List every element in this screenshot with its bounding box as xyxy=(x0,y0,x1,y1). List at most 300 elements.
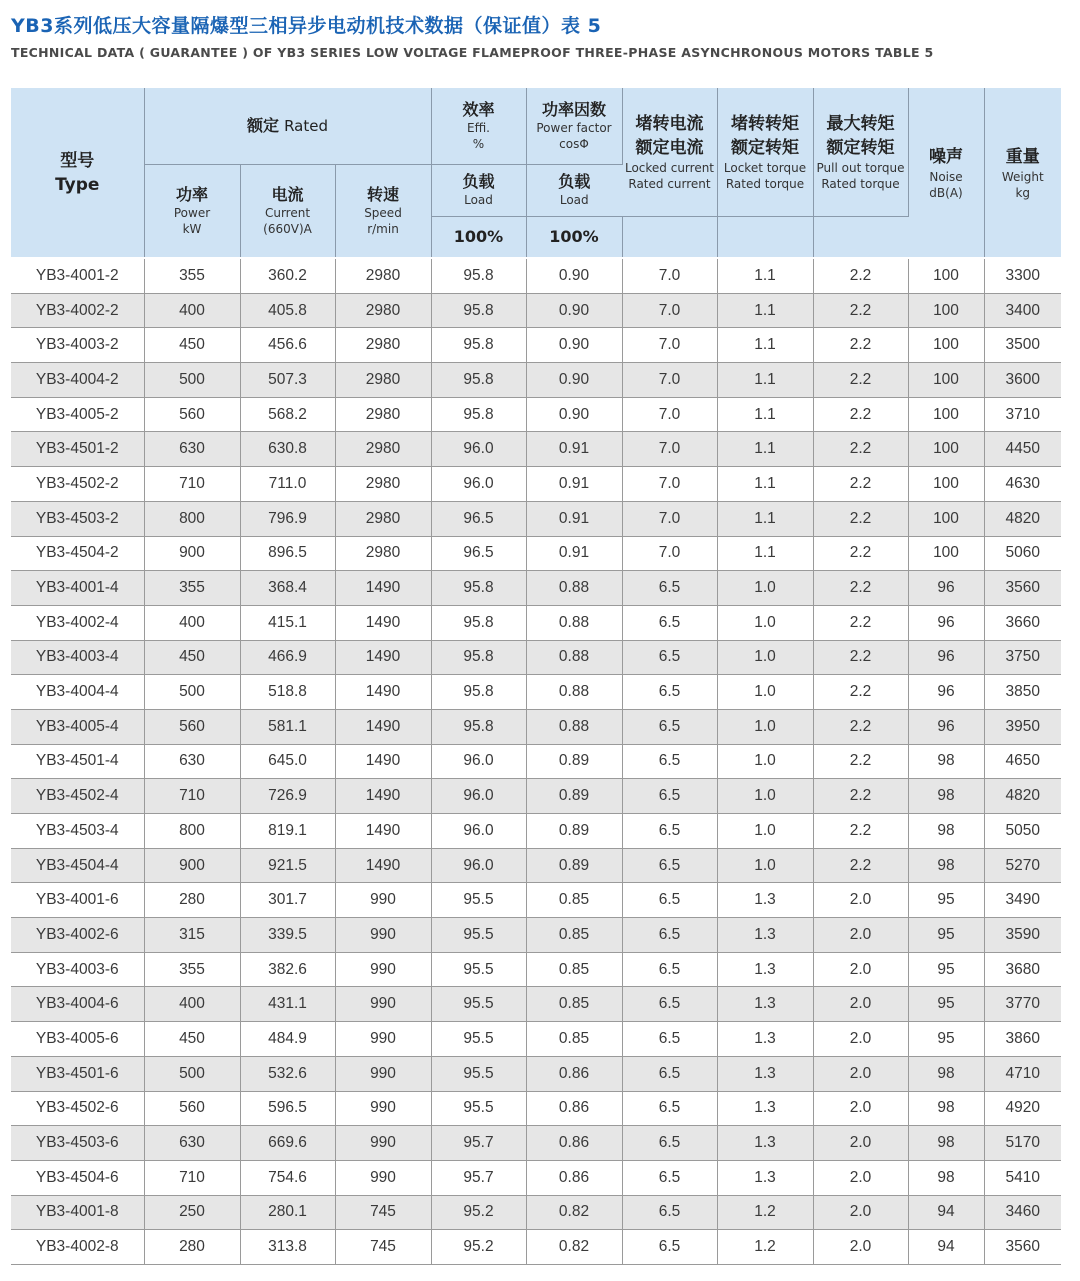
cell-locked-torque-ratio: 1.0 xyxy=(717,814,813,849)
cell-power: 500 xyxy=(144,675,240,710)
cell-efficiency: 95.7 xyxy=(431,1126,526,1161)
cell-power: 355 xyxy=(144,571,240,606)
cell-power-factor: 0.91 xyxy=(526,432,622,467)
cell-power: 500 xyxy=(144,363,240,398)
cell-noise: 98 xyxy=(908,848,984,883)
cell-weight: 4650 xyxy=(984,744,1061,779)
cell-weight: 3560 xyxy=(984,1230,1061,1265)
cell-current: 921.5 xyxy=(240,848,335,883)
cell-noise: 95 xyxy=(908,1022,984,1057)
cell-type: YB3-4001-8 xyxy=(11,1195,144,1230)
cell-locked-current-ratio: 6.5 xyxy=(622,1160,717,1195)
cell-weight: 4450 xyxy=(984,432,1061,467)
header-eff-load-en: Load xyxy=(464,193,493,207)
cell-current: 484.9 xyxy=(240,1022,335,1057)
cell-type: YB3-4001-2 xyxy=(11,258,144,293)
cell-type: YB3-4005-6 xyxy=(11,1022,144,1057)
cell-max-torque-ratio: 2.2 xyxy=(813,848,908,883)
table-row xyxy=(11,432,1061,467)
cell-efficiency: 95.8 xyxy=(431,397,526,432)
table-row xyxy=(11,467,1061,502)
cell-efficiency: 95.8 xyxy=(431,363,526,398)
cell-locked-current-ratio: 6.5 xyxy=(622,883,717,918)
cell-speed: 745 xyxy=(335,1195,431,1230)
table-row xyxy=(11,1022,1061,1057)
cell-power-factor: 0.88 xyxy=(526,571,622,606)
header-lt-cn1: 堵转转矩 xyxy=(731,113,799,134)
table-row xyxy=(11,918,1061,953)
cell-power: 280 xyxy=(144,883,240,918)
cell-power-factor: 0.90 xyxy=(526,293,622,328)
cell-max-torque-ratio: 2.0 xyxy=(813,918,908,953)
cell-type: YB3-4003-6 xyxy=(11,952,144,987)
cell-weight: 3710 xyxy=(984,397,1061,432)
cell-efficiency: 95.5 xyxy=(431,1091,526,1126)
cell-locked-torque-ratio: 1.1 xyxy=(717,536,813,571)
cell-power: 630 xyxy=(144,432,240,467)
cell-type: YB3-4504-6 xyxy=(11,1160,144,1195)
cell-locked-current-ratio: 6.5 xyxy=(622,709,717,744)
cell-efficiency: 96.0 xyxy=(431,467,526,502)
cell-type: YB3-4001-4 xyxy=(11,571,144,606)
cell-current: 819.1 xyxy=(240,814,335,849)
cell-type: YB3-4501-4 xyxy=(11,744,144,779)
cell-speed: 990 xyxy=(335,952,431,987)
cell-power-factor: 0.82 xyxy=(526,1195,622,1230)
header-speed-cn: 转速 xyxy=(366,184,399,204)
cell-max-torque-ratio: 2.0 xyxy=(813,1160,908,1195)
cell-power: 710 xyxy=(144,1160,240,1195)
cell-speed: 1490 xyxy=(335,709,431,744)
cell-current: 581.1 xyxy=(240,709,335,744)
cell-speed: 990 xyxy=(335,918,431,953)
cell-weight: 4820 xyxy=(984,779,1061,814)
cell-efficiency: 96.0 xyxy=(431,432,526,467)
header-eff-cn: 效率 xyxy=(462,99,495,119)
cell-max-torque-ratio: 2.2 xyxy=(813,363,908,398)
header-max-torque xyxy=(813,88,908,216)
cell-type: YB3-4502-6 xyxy=(11,1091,144,1126)
cell-max-torque-ratio: 2.2 xyxy=(813,258,908,293)
cell-speed: 2980 xyxy=(335,363,431,398)
cell-efficiency: 96.5 xyxy=(431,536,526,571)
cell-speed: 990 xyxy=(335,883,431,918)
header-pf-cn: 功率因数 xyxy=(541,99,606,119)
cell-power: 400 xyxy=(144,293,240,328)
header-lc-cn2: 额定电流 xyxy=(635,137,704,158)
cell-locked-torque-ratio: 1.0 xyxy=(717,709,813,744)
cell-power-factor: 0.91 xyxy=(526,467,622,502)
cell-noise: 96 xyxy=(908,675,984,710)
cell-locked-current-ratio: 6.5 xyxy=(622,918,717,953)
cell-noise: 100 xyxy=(908,363,984,398)
cell-locked-current-ratio: 7.0 xyxy=(622,258,717,293)
table-row xyxy=(11,814,1061,849)
header-empty-lc xyxy=(622,216,717,258)
cell-weight: 3950 xyxy=(984,709,1061,744)
cell-power-factor: 0.90 xyxy=(526,397,622,432)
cell-max-torque-ratio: 2.0 xyxy=(813,1126,908,1161)
cell-locked-torque-ratio: 1.1 xyxy=(717,328,813,363)
cell-noise: 100 xyxy=(908,397,984,432)
cell-locked-torque-ratio: 1.0 xyxy=(717,571,813,606)
header-speed xyxy=(335,164,431,258)
cell-efficiency: 95.5 xyxy=(431,952,526,987)
cell-max-torque-ratio: 2.2 xyxy=(813,814,908,849)
cell-power-factor: 0.91 xyxy=(526,536,622,571)
cell-locked-current-ratio: 6.5 xyxy=(622,1230,717,1265)
cell-efficiency: 96.0 xyxy=(431,779,526,814)
cell-locked-torque-ratio: 1.1 xyxy=(717,363,813,398)
cell-locked-current-ratio: 7.0 xyxy=(622,363,717,398)
cell-type: YB3-4502-4 xyxy=(11,779,144,814)
header-pf-unit: cosΦ xyxy=(559,136,589,151)
cell-power-factor: 0.88 xyxy=(526,709,622,744)
cell-max-torque-ratio: 2.2 xyxy=(813,293,908,328)
cell-power: 900 xyxy=(144,848,240,883)
cell-max-torque-ratio: 2.2 xyxy=(813,328,908,363)
header-mt-en2: Rated torque xyxy=(821,176,900,191)
cell-locked-current-ratio: 6.5 xyxy=(622,779,717,814)
cell-locked-current-ratio: 6.5 xyxy=(622,675,717,710)
cell-max-torque-ratio: 2.2 xyxy=(813,779,908,814)
cell-weight: 4820 xyxy=(984,501,1061,536)
header-mt-cn1: 最大转矩 xyxy=(826,113,895,134)
header-current xyxy=(240,164,335,258)
cell-locked-current-ratio: 7.0 xyxy=(622,397,717,432)
cell-max-torque-ratio: 2.0 xyxy=(813,1230,908,1265)
cell-type: YB3-4503-6 xyxy=(11,1126,144,1161)
cell-type: YB3-4503-2 xyxy=(11,501,144,536)
cell-power-factor: 0.86 xyxy=(526,1091,622,1126)
header-lt-en1: Locket torque xyxy=(723,160,807,175)
cell-max-torque-ratio: 2.0 xyxy=(813,952,908,987)
cell-max-torque-ratio: 2.2 xyxy=(813,709,908,744)
cell-locked-current-ratio: 7.0 xyxy=(622,536,717,571)
cell-max-torque-ratio: 2.0 xyxy=(813,1091,908,1126)
header-lt-en2: Rated torque xyxy=(725,176,805,191)
header-pf-load-cn: 负载 xyxy=(558,172,591,191)
cell-speed: 2980 xyxy=(335,536,431,571)
table-body xyxy=(11,258,1061,1264)
header-empty-lt xyxy=(717,216,813,258)
cell-speed: 2980 xyxy=(335,467,431,502)
cell-power: 710 xyxy=(144,779,240,814)
cell-current: 711.0 xyxy=(240,467,335,502)
cell-max-torque-ratio: 2.0 xyxy=(813,1056,908,1091)
header-eff-load-cn: 负载 xyxy=(462,172,495,191)
cell-max-torque-ratio: 2.2 xyxy=(813,640,908,675)
table-row xyxy=(11,293,1061,328)
cell-weight: 4630 xyxy=(984,467,1061,502)
cell-weight: 3600 xyxy=(984,363,1061,398)
cell-max-torque-ratio: 2.2 xyxy=(813,501,908,536)
cell-noise: 94 xyxy=(908,1230,984,1265)
table-row xyxy=(11,952,1061,987)
header-lc-cn1: 堵转电流 xyxy=(635,113,704,134)
cell-power-factor: 0.90 xyxy=(526,258,622,293)
cell-locked-torque-ratio: 1.3 xyxy=(717,987,813,1022)
cell-locked-current-ratio: 6.5 xyxy=(622,1091,717,1126)
cell-current: 568.2 xyxy=(240,397,335,432)
header-speed-unit: r/min xyxy=(367,221,399,236)
cell-type: YB3-4501-6 xyxy=(11,1056,144,1091)
cell-efficiency: 96.5 xyxy=(431,501,526,536)
cell-noise: 98 xyxy=(908,1091,984,1126)
cell-speed: 1490 xyxy=(335,848,431,883)
cell-locked-current-ratio: 6.5 xyxy=(622,1126,717,1161)
cell-weight: 3560 xyxy=(984,571,1061,606)
cell-power-factor: 0.90 xyxy=(526,328,622,363)
table-row xyxy=(11,987,1061,1022)
header-lt-cn2: 额定转矩 xyxy=(731,137,799,158)
cell-locked-current-ratio: 6.5 xyxy=(622,640,717,675)
cell-power-factor: 0.85 xyxy=(526,1022,622,1057)
cell-current: 645.0 xyxy=(240,744,335,779)
cell-power-factor: 0.86 xyxy=(526,1056,622,1091)
cell-weight: 5060 xyxy=(984,536,1061,571)
cell-type: YB3-4003-2 xyxy=(11,328,144,363)
cell-current: 507.3 xyxy=(240,363,335,398)
cell-type: YB3-4004-4 xyxy=(11,675,144,710)
cell-type: YB3-4005-2 xyxy=(11,397,144,432)
header-noise-cn: 噪声 xyxy=(929,146,963,167)
cell-power: 250 xyxy=(144,1195,240,1230)
table-row xyxy=(11,328,1061,363)
table-row xyxy=(11,605,1061,640)
cell-power-factor: 0.88 xyxy=(526,675,622,710)
cell-max-torque-ratio: 2.2 xyxy=(813,432,908,467)
cell-efficiency: 95.8 xyxy=(431,328,526,363)
cell-speed: 990 xyxy=(335,1126,431,1161)
header-weight-cn: 重量 xyxy=(1005,146,1040,167)
header-type xyxy=(11,88,144,258)
table-row xyxy=(11,1056,1061,1091)
cell-power: 900 xyxy=(144,536,240,571)
header-current-en: Current xyxy=(264,205,311,220)
cell-weight: 3590 xyxy=(984,918,1061,953)
cell-locked-current-ratio: 7.0 xyxy=(622,432,717,467)
header-rated-cn: 额定 xyxy=(246,115,279,135)
cell-locked-torque-ratio: 1.1 xyxy=(717,293,813,328)
header-mt-cn2: 额定转矩 xyxy=(826,137,895,158)
table-row xyxy=(11,258,1061,293)
cell-type: YB3-4504-4 xyxy=(11,848,144,883)
cell-locked-current-ratio: 6.5 xyxy=(622,605,717,640)
cell-power-factor: 0.88 xyxy=(526,605,622,640)
cell-current: 726.9 xyxy=(240,779,335,814)
cell-locked-torque-ratio: 1.3 xyxy=(717,883,813,918)
cell-current: 896.5 xyxy=(240,536,335,571)
header-type-en: Type xyxy=(55,174,100,195)
header-pf-en: Power factor xyxy=(536,120,612,135)
header-weight-unit: kg xyxy=(1015,185,1031,200)
cell-power-factor: 0.82 xyxy=(526,1230,622,1265)
cell-current: 518.8 xyxy=(240,675,335,710)
cell-noise: 95 xyxy=(908,918,984,953)
cell-efficiency: 96.0 xyxy=(431,814,526,849)
header-current-cn: 电流 xyxy=(271,184,304,204)
header-eff-pct-value: 100% xyxy=(453,227,504,247)
cell-locked-torque-ratio: 1.0 xyxy=(717,848,813,883)
cell-current: 405.8 xyxy=(240,293,335,328)
cell-speed: 1490 xyxy=(335,779,431,814)
cell-power: 710 xyxy=(144,467,240,502)
cell-noise: 100 xyxy=(908,501,984,536)
cell-locked-current-ratio: 7.0 xyxy=(622,501,717,536)
header-efficiency xyxy=(431,88,526,164)
cell-weight: 3770 xyxy=(984,987,1061,1022)
cell-power-factor: 0.89 xyxy=(526,744,622,779)
table-row xyxy=(11,1160,1061,1195)
header-mt-en1: Pull out torque xyxy=(816,160,905,175)
cell-efficiency: 95.8 xyxy=(431,258,526,293)
cell-current: 532.6 xyxy=(240,1056,335,1091)
cell-type: YB3-4004-6 xyxy=(11,987,144,1022)
cell-current: 313.8 xyxy=(240,1230,335,1265)
cell-current: 382.6 xyxy=(240,952,335,987)
cell-power-factor: 0.85 xyxy=(526,918,622,953)
header-eff-pct xyxy=(431,216,526,258)
cell-locked-current-ratio: 6.5 xyxy=(622,952,717,987)
cell-speed: 2980 xyxy=(335,293,431,328)
cell-locked-current-ratio: 6.5 xyxy=(622,1056,717,1091)
cell-locked-current-ratio: 7.0 xyxy=(622,293,717,328)
cell-locked-torque-ratio: 1.0 xyxy=(717,640,813,675)
cell-type: YB3-4002-2 xyxy=(11,293,144,328)
header-locked-current xyxy=(622,88,717,216)
cell-max-torque-ratio: 2.0 xyxy=(813,883,908,918)
table-row xyxy=(11,848,1061,883)
header-power xyxy=(144,164,240,258)
cell-max-torque-ratio: 2.2 xyxy=(813,675,908,710)
cell-noise: 100 xyxy=(908,467,984,502)
cell-power: 800 xyxy=(144,501,240,536)
header-power-cn: 功率 xyxy=(175,184,208,204)
cell-speed: 1490 xyxy=(335,814,431,849)
cell-weight: 3460 xyxy=(984,1195,1061,1230)
cell-type: YB3-4005-4 xyxy=(11,709,144,744)
cell-current: 456.6 xyxy=(240,328,335,363)
cell-efficiency: 95.8 xyxy=(431,605,526,640)
cell-noise: 100 xyxy=(908,328,984,363)
cell-power: 800 xyxy=(144,814,240,849)
table-header xyxy=(11,88,1061,258)
cell-weight: 3490 xyxy=(984,883,1061,918)
cell-current: 466.9 xyxy=(240,640,335,675)
cell-locked-torque-ratio: 1.3 xyxy=(717,1126,813,1161)
cell-weight: 5050 xyxy=(984,814,1061,849)
cell-current: 368.4 xyxy=(240,571,335,606)
cell-power: 315 xyxy=(144,918,240,953)
cell-current: 596.5 xyxy=(240,1091,335,1126)
cell-type: YB3-4503-4 xyxy=(11,814,144,849)
cell-power: 560 xyxy=(144,397,240,432)
cell-speed: 745 xyxy=(335,1230,431,1265)
cell-weight: 3400 xyxy=(984,293,1061,328)
cell-efficiency: 95.2 xyxy=(431,1195,526,1230)
cell-max-torque-ratio: 2.0 xyxy=(813,987,908,1022)
cell-weight: 4710 xyxy=(984,1056,1061,1091)
cell-weight: 3860 xyxy=(984,1022,1061,1057)
cell-max-torque-ratio: 2.2 xyxy=(813,744,908,779)
cell-max-torque-ratio: 2.2 xyxy=(813,536,908,571)
cell-locked-current-ratio: 6.5 xyxy=(622,987,717,1022)
cell-speed: 1490 xyxy=(335,744,431,779)
cell-power: 355 xyxy=(144,952,240,987)
cell-efficiency: 95.8 xyxy=(431,709,526,744)
cell-locked-current-ratio: 6.5 xyxy=(622,1022,717,1057)
cell-locked-torque-ratio: 1.1 xyxy=(717,432,813,467)
page-title: YB3系列低压大容量隔爆型三相异步电动机技术数据（保证值）表 5 xyxy=(11,15,602,37)
header-lc-en1: Locked current xyxy=(624,160,715,175)
table-row xyxy=(11,1230,1061,1265)
table-row xyxy=(11,675,1061,710)
cell-noise: 98 xyxy=(908,1126,984,1161)
cell-weight: 3300 xyxy=(984,258,1061,293)
cell-max-torque-ratio: 2.2 xyxy=(813,467,908,502)
header-pf-load xyxy=(526,164,622,216)
cell-power-factor: 0.85 xyxy=(526,883,622,918)
table-row xyxy=(11,1126,1061,1161)
cell-noise: 100 xyxy=(908,293,984,328)
cell-speed: 2980 xyxy=(335,397,431,432)
cell-weight: 3660 xyxy=(984,605,1061,640)
header-pf-pct xyxy=(526,216,622,258)
page-subtitle: TECHNICAL DATA ( GUARANTEE ) OF YB3 SERIES LOW VOLTAGE FLAMEPROOF THREE-PHASE ASYNCHRONOUS MOTORS TABLE 5 xyxy=(11,45,934,60)
cell-locked-torque-ratio: 1.3 xyxy=(717,1160,813,1195)
cell-power-factor: 0.89 xyxy=(526,779,622,814)
cell-efficiency: 95.8 xyxy=(431,675,526,710)
header-lc-en2: Rated current xyxy=(628,176,711,191)
cell-efficiency: 96.0 xyxy=(431,744,526,779)
cell-power-factor: 0.90 xyxy=(526,363,622,398)
cell-speed: 990 xyxy=(335,1056,431,1091)
cell-speed: 2980 xyxy=(335,258,431,293)
cell-noise: 98 xyxy=(908,744,984,779)
cell-power-factor: 0.85 xyxy=(526,952,622,987)
cell-locked-torque-ratio: 1.1 xyxy=(717,501,813,536)
cell-speed: 990 xyxy=(335,1160,431,1195)
header-weight-en: Weight xyxy=(1001,169,1044,184)
cell-noise: 96 xyxy=(908,605,984,640)
cell-locked-torque-ratio: 1.3 xyxy=(717,1056,813,1091)
cell-type: YB3-4501-2 xyxy=(11,432,144,467)
cell-weight: 3500 xyxy=(984,328,1061,363)
cell-current: 630.8 xyxy=(240,432,335,467)
cell-power-factor: 0.86 xyxy=(526,1160,622,1195)
cell-locked-current-ratio: 6.5 xyxy=(622,814,717,849)
header-eff-unit: % xyxy=(472,136,485,151)
cell-power: 630 xyxy=(144,744,240,779)
table-row xyxy=(11,744,1061,779)
cell-current: 669.6 xyxy=(240,1126,335,1161)
cell-weight: 5170 xyxy=(984,1126,1061,1161)
table-row xyxy=(11,779,1061,814)
cell-weight: 5410 xyxy=(984,1160,1061,1195)
cell-weight: 3680 xyxy=(984,952,1061,987)
cell-efficiency: 95.2 xyxy=(431,1230,526,1265)
cell-noise: 96 xyxy=(908,571,984,606)
cell-speed: 2980 xyxy=(335,328,431,363)
cell-type: YB3-4504-2 xyxy=(11,536,144,571)
cell-efficiency: 95.7 xyxy=(431,1160,526,1195)
cell-power: 280 xyxy=(144,1230,240,1265)
header-locked-torque xyxy=(717,88,813,216)
table-row xyxy=(11,883,1061,918)
header-power-factor xyxy=(526,88,622,164)
table-row xyxy=(11,501,1061,536)
